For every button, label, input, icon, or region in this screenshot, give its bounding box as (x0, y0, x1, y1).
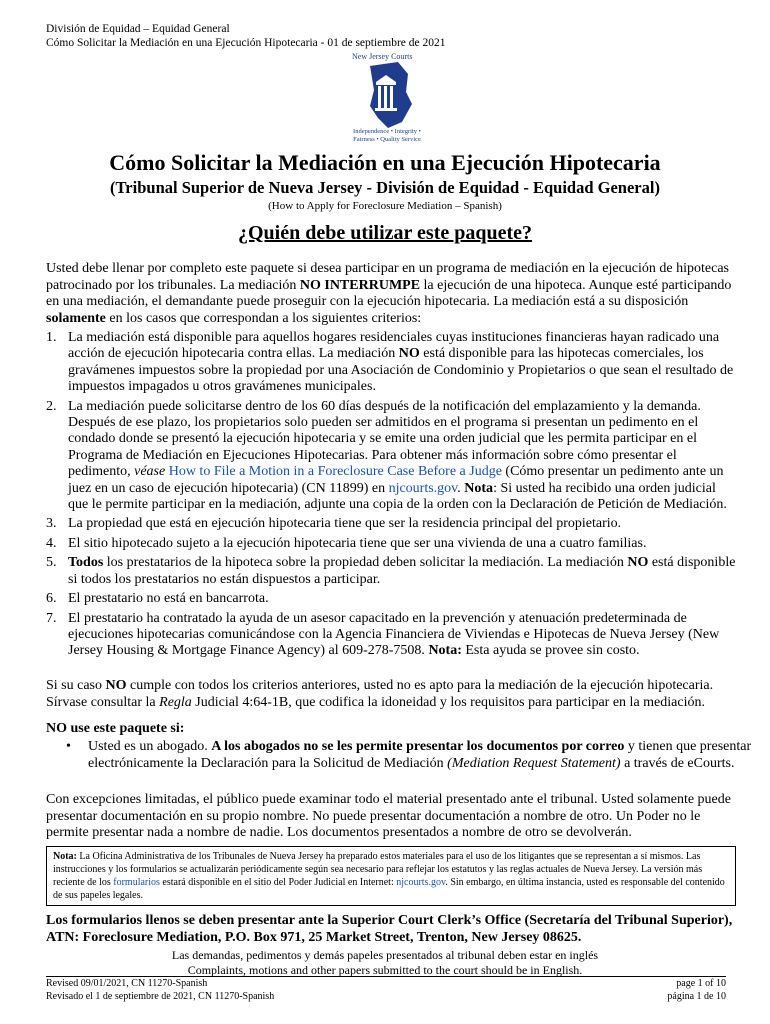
note-label: Nota: (53, 851, 77, 862)
page-subtitle: (Tribunal Superior de Nueva Jersey - División de Equidad - Equidad General) (110, 178, 660, 197)
njcourts-link[interactable]: njcourts.gov (396, 877, 446, 888)
list-number: 4. (46, 535, 57, 551)
list-number: 1. (46, 330, 57, 345)
page-number-en: page 1 of 10 (676, 978, 726, 989)
list-item (46, 330, 736, 396)
bullet-icon: • (66, 739, 71, 754)
note-text: . Sin embargo, en última instancia, usted es responsable del contenido de sus papeles legales. (53, 877, 725, 901)
bullet-text: y tienen que presentar electrónicamente la Declaración para la Solicitud de Mediación (88, 739, 752, 771)
intro-emphasis: NO INTERRUMPE (299, 277, 421, 293)
language-notice (0, 948, 770, 977)
item-text: La mediación está disponible para aquellos hogares residenciales cuyas instituciones financieras hayan radicado una acción de ejecución hipotecaria contra ellas. La mediación (68, 330, 720, 362)
do-not-use-bullet (66, 739, 758, 772)
english-title: (How to Apply for Foreclosure Mediation – Spanish) (268, 200, 502, 212)
list-number: 6. (46, 591, 57, 607)
criteria-list (46, 330, 736, 663)
para-text: cumple con todos los criterios anteriores, usted no es apto para la mediación de la ejecución hipotecaria. Sírvase consultar la (46, 678, 714, 710)
list-item (46, 591, 736, 607)
item-emphasis: Nota (464, 480, 494, 496)
item-text: (Cómo presentar un pedimento ante un juez en un caso de ejecución hipotecaria) (CN 11899) en (68, 464, 724, 496)
item-text: El prestatario ha contratado la ayuda de un asesor capacitado en la prevención y atenuación predeterminada de ejecuciones hipotecarias comunicándose con la Agencia Financiera de Viviendas e Hipotecas de Nueva Jersey (New Jersey Housing & Mortgage Finance Agency) al 609-278-7508. (68, 610, 720, 659)
intro-text: en los casos que correspondan a los siguientes criterios: (105, 310, 422, 326)
item-emphasis: NO (398, 346, 420, 362)
header-line-2: Cómo Solicitar la Mediación en una Ejecución Hipotecaria - 01 de septiembre de 2021 (46, 37, 446, 49)
item-text: El prestatario no está en bancarrota. (68, 591, 269, 607)
item-italic: véase (134, 464, 166, 480)
list-number: 5. (46, 555, 57, 571)
footer-divider (46, 976, 726, 977)
list-item (46, 399, 736, 514)
item-text: : Si usted ha recibido una orden judicial que le permite participar en la mediación, adjunte una copia de la orden con la Declaración de Petición de Mediación. (68, 480, 727, 513)
item-text: El sitio hipotecado sujeto a la ejecución hipotecaria tiene que ser una vivienda de una a cuatro familias. (68, 535, 647, 551)
item-emphasis: NO (627, 555, 649, 571)
footer-revision-es: Revisado el 1 de septiembre de 2021, CN 11270-Spanish (46, 990, 275, 1002)
footer-page-number (667, 978, 726, 1003)
intro-text: la ejecución de una hipoteca. Aunque esté participando en una mediación, el demandante puede proseguir con la ejecución hipotecaria. La mediación está a su disposición (46, 277, 732, 309)
motion-guide-link[interactable]: How to File a Motion in a Foreclosure Case Before a Judge (168, 464, 502, 480)
filing-instructions: Los formularios llenos se deben presentar ante la Superior Court Clerk’s Office (Secretaría del Tribunal Superior), ATN: Foreclosure Mediation, P.O. Box 971, 25 Market Street, Trenton, New Jersey 08625. (46, 913, 733, 945)
intro-text: Usted debe llenar por completo este paquete si desea participar en un programa de mediación en la ejecución de hipotecas patrocinado por los tribunales. La mediación (46, 261, 729, 293)
exceptions-paragraph: Con excepciones limitadas, el público puede examinar todo el material presentado ante el tribunal. Usted solamente puede presentar documentación en su propio nombre. No puede presentar documentación a nombre de otro. Un Poder no le permite presentar nada a nombre de nadie. Los documentos presentados a nombre de otro se devolverán. (46, 792, 731, 840)
list-number: 3. (46, 516, 57, 532)
intro-paragraph (46, 261, 736, 327)
item-text: La propiedad que está en ejecución hipotecaria tiene que ser la residencia principal del propietario. (68, 516, 622, 532)
list-number: 7. (46, 610, 57, 626)
footer-revision (46, 978, 274, 1003)
language-notice-es: Las demandas, pedimentos y demás papeles presentados al tribunal deben estar en inglés (171, 948, 599, 962)
section-heading: ¿Quién debe utilizar este paquete? (237, 222, 533, 244)
eligibility-paragraph (46, 678, 736, 711)
header-line-1: División de Equidad – Equidad General (46, 23, 230, 35)
item-text: La mediación puede solicitarse dentro de los 60 días después de la notificación del emplazamiento y la demanda. Después de ese plazo, los propietarios solo pueden ser admitidos en el programa si presentan un pedimento en el condado donde se presentó la ejecución hipotecaria y se emite una orden judicial que les permita participar en el Programa de Mediación en Ejecuciones Hipotecarias. Para obtener más información sobre cómo presentar el pedimento, (68, 398, 701, 480)
item-text: . (457, 480, 465, 496)
note-text: estará disponible en el sitio del Poder Judicial en Internet: (159, 877, 397, 888)
bullet-text: a través de eCourts. (620, 755, 735, 771)
item-emphasis: Todos (68, 555, 104, 571)
para-italic: Regla (159, 694, 192, 710)
para-text: Si su caso (46, 678, 106, 693)
item-emphasis: Nota: (428, 643, 462, 659)
note-box (46, 846, 736, 906)
document-header (46, 22, 446, 50)
logo-tagline: Independence • Integrity • Fairness • Quality Service (353, 128, 421, 143)
item-text: está disponible para las hipotecas comerciales, los gravámenes impuestos sobre la propiedad por una Asociación de Condominio y Propietarios o que sean el resultado de impuestos impagados u otros gravámenes municipales. (68, 346, 734, 395)
para-text: Judicial 4:64-1B, que codifica la idoneidad y los requisitos para participar en la mediación. (191, 694, 705, 710)
njcourts-link[interactable]: njcourts.gov (388, 480, 458, 496)
footer-revision-en: Revised 09/01/2021, CN 11270-Spanish (46, 978, 208, 989)
list-item (46, 516, 736, 532)
logo-top-text: New Jersey Courts (352, 52, 413, 61)
forms-link[interactable]: formularios (113, 877, 160, 888)
page-title: Cómo Solicitar la Mediación en una Ejecución Hipotecaria (109, 150, 661, 175)
intro-emphasis: solamente (46, 310, 106, 326)
page-number-es: página 1 de 10 (667, 990, 726, 1002)
list-item (46, 555, 736, 588)
list-item (46, 536, 736, 552)
bullet-italic: (Mediation Request Statement) (447, 755, 621, 771)
do-not-use-heading: NO use este paquete si: (46, 721, 185, 736)
bullet-text: Usted es un abogado. (88, 739, 212, 754)
item-text: Esta ayuda se provee sin costo. (461, 643, 640, 659)
para-emphasis: NO (105, 678, 127, 693)
list-number: 2. (46, 398, 57, 414)
language-notice-en: Complaints, motions and other papers submitted to the court should be in English. (187, 962, 583, 977)
list-item (46, 611, 736, 660)
bullet-emphasis: A los abogados no se les permite presentar los documentos por correo (211, 739, 625, 754)
note-text: La Oficina Administrativa de los Tribunales de Nueva Jersey ha preparado estos materiales para el uso de los litigantes que se representan a sí mismos. Las instrucciones y los formularios se actualizarán periódicamente según sea necesario para reflejar los estatutos y las reglas actuales de Nueva Jersey. La versión más reciente de los (53, 851, 703, 888)
item-text: está disponible si todos los prestatarios no están dispuestos a participar. (68, 555, 736, 587)
item-text: los prestatarios de la hipoteca sobre la propiedad deben solicitar la mediación. La mediación (103, 555, 628, 571)
